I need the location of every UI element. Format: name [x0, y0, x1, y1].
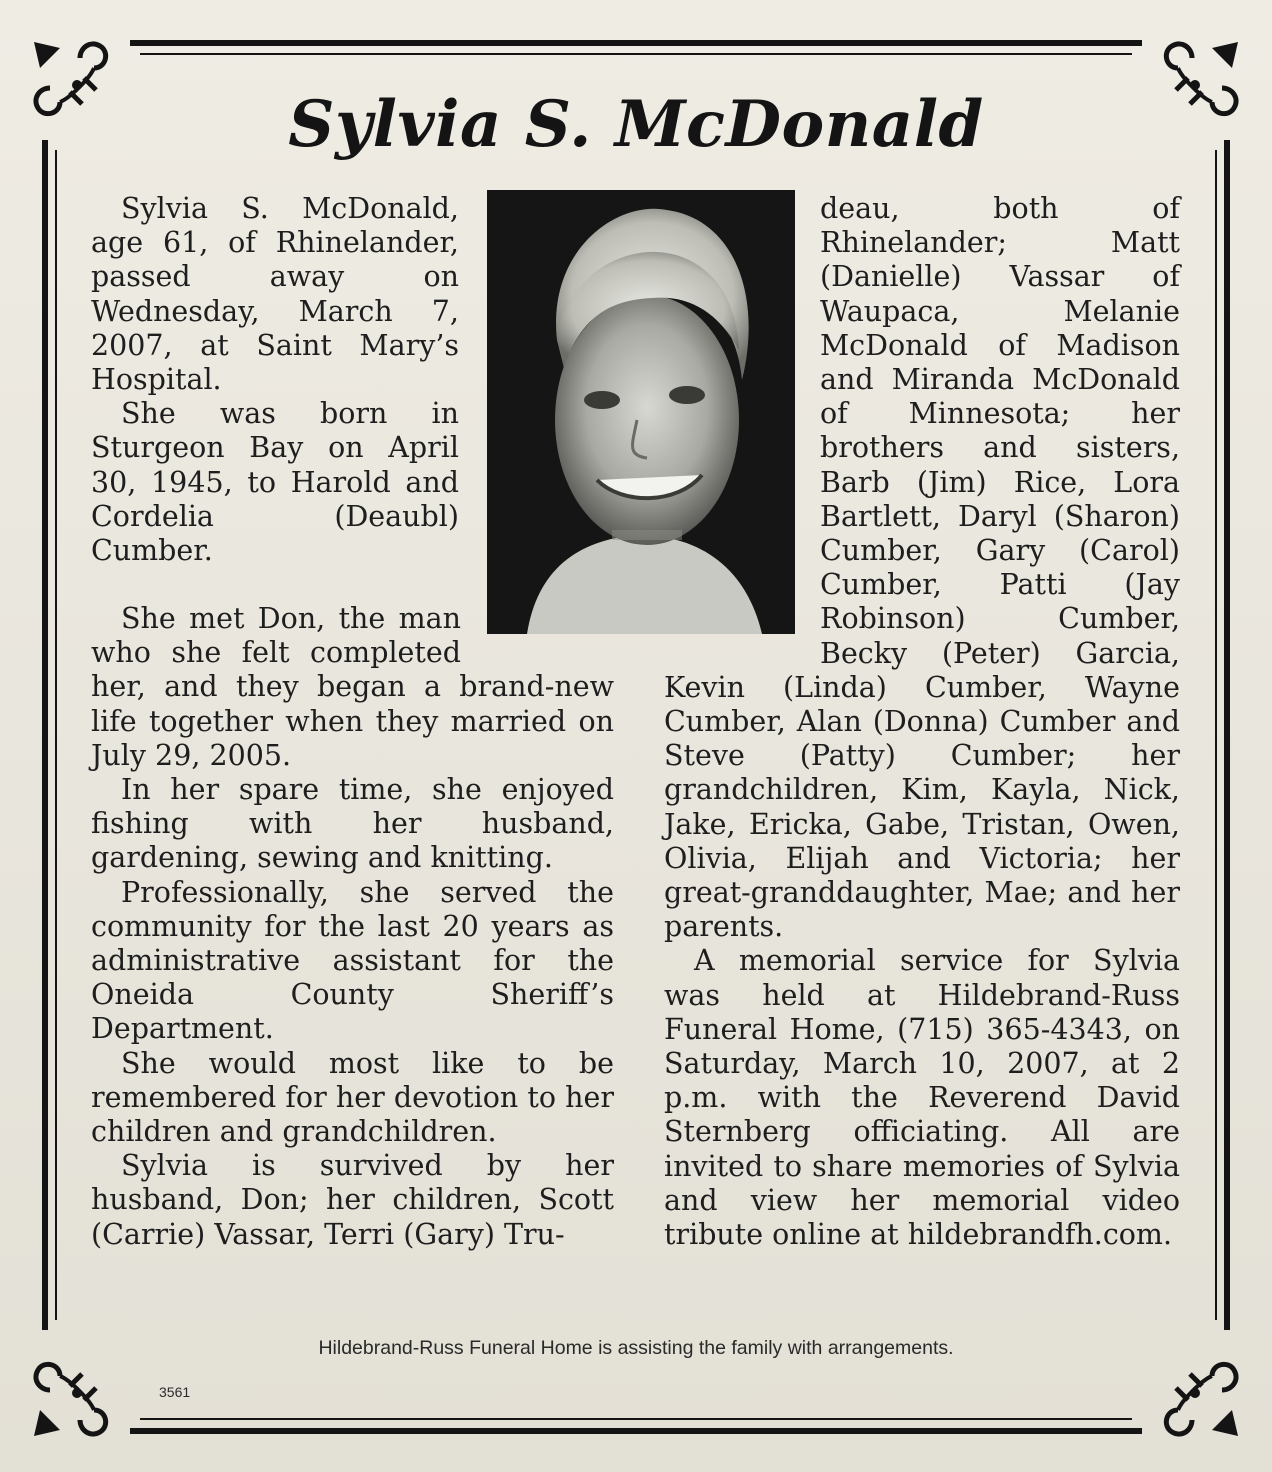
ad-code: 3561	[159, 1384, 191, 1400]
paragraph: She would most like to be remembered for her devotion to her children and grandchildren.	[91, 1046, 614, 1149]
frame-left-rule-thin	[55, 150, 57, 1320]
corner-ornament-bottom-left-icon	[20, 1340, 130, 1450]
obituary-title: Sylvia S. McDonald	[288, 87, 984, 162]
corner-ornament-top-right-icon	[1142, 28, 1252, 138]
frame-top-rule	[130, 40, 1142, 46]
paragraph: She met Don, the man who she felt completed her, and they began a brand-new life together when they married on July 29, 2005.	[91, 602, 614, 772]
photo-wrap-spacer	[664, 192, 820, 670]
photo-wrap-spacer	[461, 602, 614, 670]
frame-left-rule	[42, 140, 48, 1330]
frame-right-rule	[1224, 140, 1230, 1330]
paragraph: deau, both of Rhinelander; Matt (Danielle) Vassar of Waupaca, Melanie McDonald of Madison and Miranda McDonald of Minnesota; her brothers and sisters, Barb (Jim) Rice, Lora Bartlett, Daryl (Sharon) Cumber, Gary (Carol) Cumber, Patti (Jay Robinson) Cumber, Becky (Peter) Garcia, Kevin (Linda) Cumber, Wayne Cumber, Alan (Donna) Cumber and Steve (Patty) Cumber; her grandchildren, Kim, Kayla, Nick, Jake, Ericka, Gabe, Tristan, Owen, Olivia, Elijah and Victoria; her great-granddaughter, Mae; and her parents.	[664, 192, 1180, 944]
paragraph: Professionally, she served the community for the last 20 years as administrative assistant for the Oneida County Sheriff’s Department.	[91, 875, 614, 1046]
right-column	[664, 192, 1180, 1302]
frame-top-rule-thin	[140, 53, 1132, 55]
frame-bottom-rule-thin	[140, 1418, 1132, 1420]
paragraph: Sylvia S. McDonald, age 61, of Rhinelander, passed away on Wednesday, March 7, 2007, at Saint Mary’s Hospital.	[91, 192, 459, 397]
paragraph: Sylvia is survived by her husband, Don; her children, Scott (Carrie) Vassar, Terri (Gary) Tru-	[91, 1149, 614, 1251]
corner-ornament-bottom-right-icon	[1142, 1340, 1252, 1450]
left-column-lower	[91, 602, 614, 1302]
paragraph: In her spare time, she enjoyed fishing with her husband, gardening, sewing and knitting.	[91, 773, 614, 875]
corner-ornament-top-left-icon	[20, 28, 130, 138]
frame-right-rule-thin	[1215, 150, 1217, 1320]
frame-bottom-rule	[130, 1428, 1142, 1434]
paragraph: She was born in Sturgeon Bay on April 30, 1945, to Harold and Cordelia (Deaubl) Cumber.	[91, 397, 459, 568]
paragraph: A memorial service for Sylvia was held at Hildebrand-Russ Funeral Home, (715) 365-4343, on Saturday, March 10, 2007, at 2 p.m. with the Reverend David Sternberg officiating. All are invited to share memories of Sylvia and view her memorial video tribute online at hildebrandfh.com.	[664, 944, 1180, 1252]
funeral-home-note: Hildebrand-Russ Funeral Home is assisting the family with arrangements.	[318, 1337, 954, 1359]
